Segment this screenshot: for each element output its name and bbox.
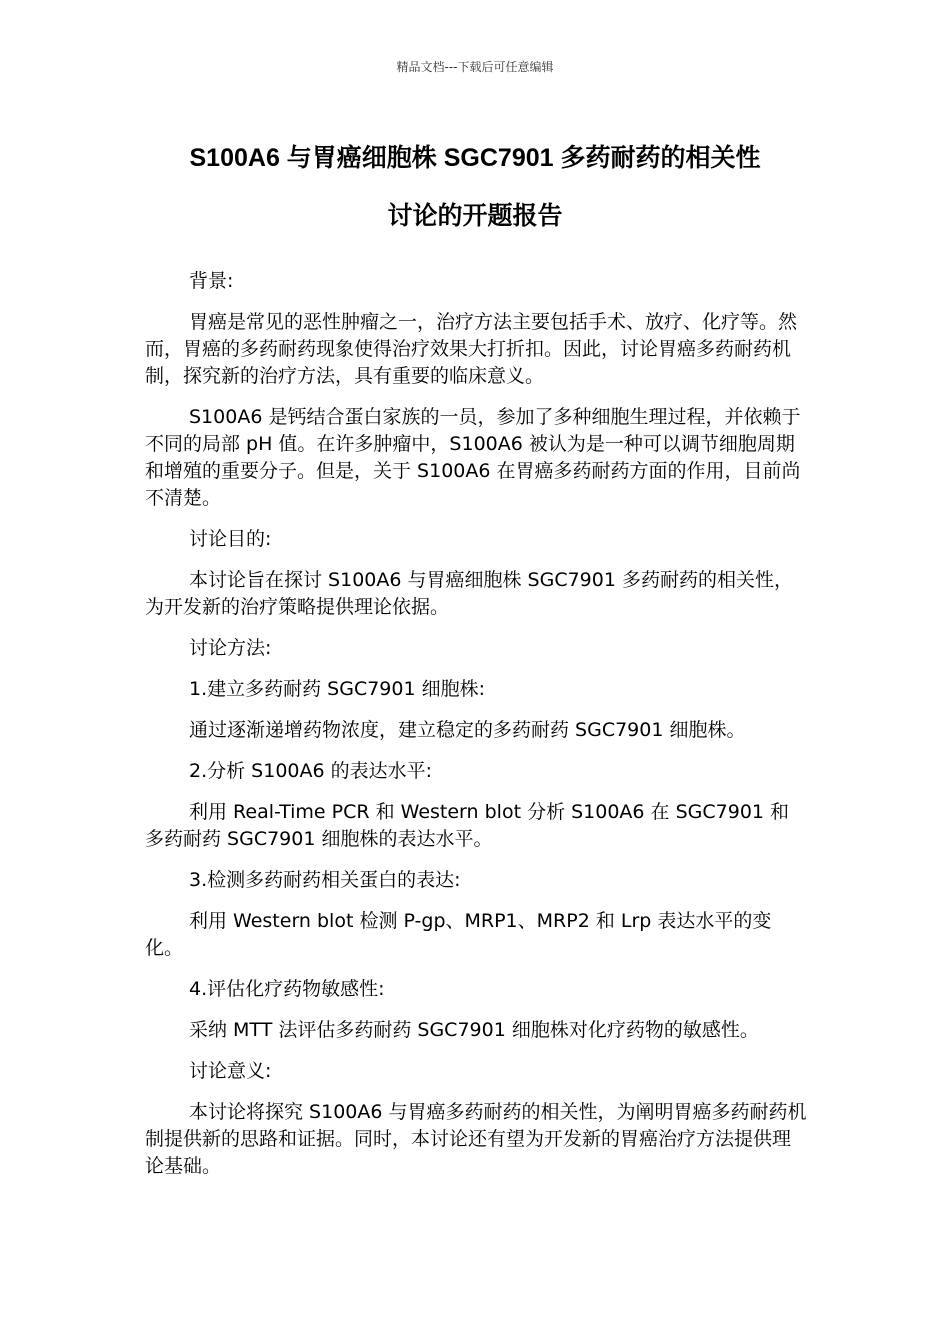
- section-heading-purpose: 讨论目的:: [189, 528, 272, 550]
- method-3-text: 利用 Western blot 检测 P-gp、MRP1、MRP2 和 Lrp 表达水平的变化。: [145, 910, 772, 959]
- document-body: [145, 268, 807, 1194]
- section-heading-methods: 讨论方法:: [189, 637, 272, 659]
- paragraph-significance: 本讨论将探究 S100A6 与胃癌多药耐药的相关性，为阐明胃癌多药耐药机制提供新的思路和证据。同时，本讨论还有望为开发新的胃癌治疗方法提供理论基础。: [145, 1101, 807, 1177]
- method-1-text: 通过逐渐递增药物浓度，建立稳定的多药耐药 SGC7901 细胞株。: [189, 719, 746, 741]
- document-title-line-1: S100A6 与胃癌细胞株 SGC7901 多药耐药的相关性: [189, 144, 761, 172]
- paragraph-background-1: 胃癌是常见的恶性肿瘤之一，治疗方法主要包括手术、放疗、化疗等。然而，胃癌的多药耐药现象使得治疗效果大打折扣。因此，讨论胃癌多药耐药机制，探究新的治疗方法，具有重要的临床意义。: [145, 311, 798, 387]
- section-heading-significance: 讨论意义:: [189, 1060, 272, 1082]
- paragraph-purpose: 本讨论旨在探讨 S100A6 与胃癌细胞株 SGC7901 多药耐药的相关性，为开发新的治疗策略提供理论依据。: [145, 569, 793, 618]
- method-3-heading: 3.检测多药耐药相关蛋白的表达:: [189, 869, 461, 891]
- section-heading-background: 背景:: [189, 270, 234, 292]
- document-header-note: 精品文档---下载后可任意编辑: [396, 60, 554, 74]
- method-4-text: 采纳 MTT 法评估多药耐药 SGC7901 细胞株对化疗药物的敏感性。: [189, 1019, 759, 1041]
- method-2-heading: 2.分析 S100A6 的表达水平:: [189, 760, 433, 782]
- method-4-heading: 4.评估化疗药物敏感性:: [189, 978, 385, 1000]
- paragraph-background-2: S100A6 是钙结合蛋白家族的一员，参加了多种细胞生理过程，并依赖于不同的局部 pH 值。在许多肿瘤中，S100A6 被认为是一种可以调节细胞周期和增殖的重要分子。但是，关于 S100A6 在胃癌多药耐药方面的作用，目前尚不清楚。: [145, 406, 801, 509]
- document-title-line-2: 讨论的开题报告: [387, 202, 563, 230]
- method-1-heading: 1.建立多药耐药 SGC7901 细胞株:: [189, 678, 486, 700]
- method-2-text: 利用 Real-Time PCR 和 Western blot 分析 S100A6 在 SGC7901 和多药耐药 SGC7901 细胞株的表达水平。: [145, 801, 790, 850]
